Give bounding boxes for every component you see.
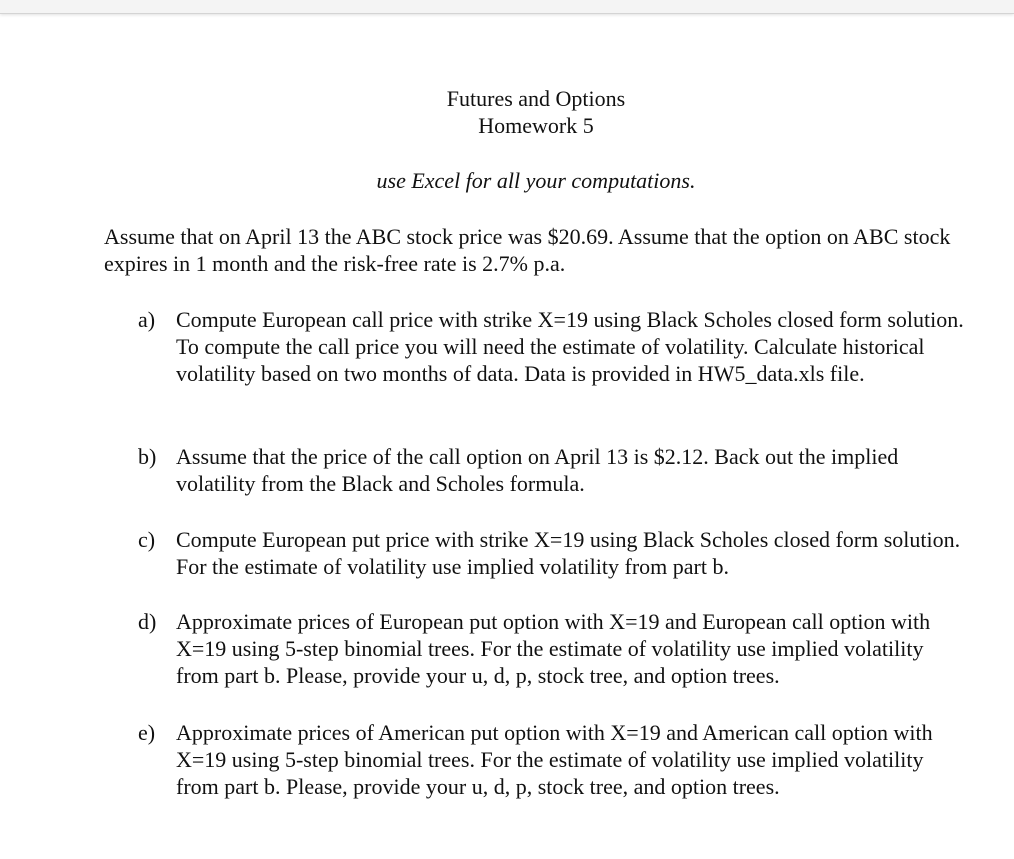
list-item-marker: a) <box>138 307 156 332</box>
intro-paragraph: Assume that on April 13 the ABC stock price was $20.69. Assume that the option on ABC stock expires in 1 month and the risk-free rate is 2.7% p.a. <box>104 224 951 276</box>
document-subtitle: Homework 5 <box>478 113 594 138</box>
list-item-text: Assume that the price of the call option on April 13 is $2.12. Back out the implied volatility from the Black and Scholes formula. <box>176 444 899 496</box>
list-item-text: Approximate prices of European put option with X=19 and European call option with X=19 using 5-step binomial trees. For the estimate of volatility use implied volatility from part b. Please, provide your u, d, p, stock tree, and option trees. <box>176 609 931 688</box>
list-item-text: Compute European put price with strike X=19 using Black Scholes closed form solution. For the estimate of volatility use implied volatility from part b. <box>176 527 961 579</box>
list-item-marker: d) <box>138 609 157 634</box>
list-item <box>138 526 968 580</box>
document-title: Futures and Options <box>446 86 626 111</box>
list-item <box>138 306 968 387</box>
list-item <box>138 608 968 689</box>
list-item-text: Compute European call price with strike X=19 using Black Scholes closed form solution. To compute the call price you will need the estimate of volatility. Calculate historical volatility based on two months of data. Data is provided in HW5_data.xls file. <box>176 307 964 386</box>
list-item-marker: b) <box>138 444 157 469</box>
viewer-top-bar <box>0 0 1014 14</box>
list-item <box>138 719 968 800</box>
list-item-text: Approximate prices of American put option with X=19 and American call option with X=19 using 5-step binomial trees. For the estimate of volatility use implied volatility from part b. Please, provide your u, d, p, stock tree, and option trees. <box>176 720 933 799</box>
list-item-marker: c) <box>138 527 156 552</box>
instruction-line: use Excel for all your computations. <box>376 168 696 193</box>
list-item <box>138 443 968 497</box>
list-item-marker: e) <box>138 720 156 745</box>
